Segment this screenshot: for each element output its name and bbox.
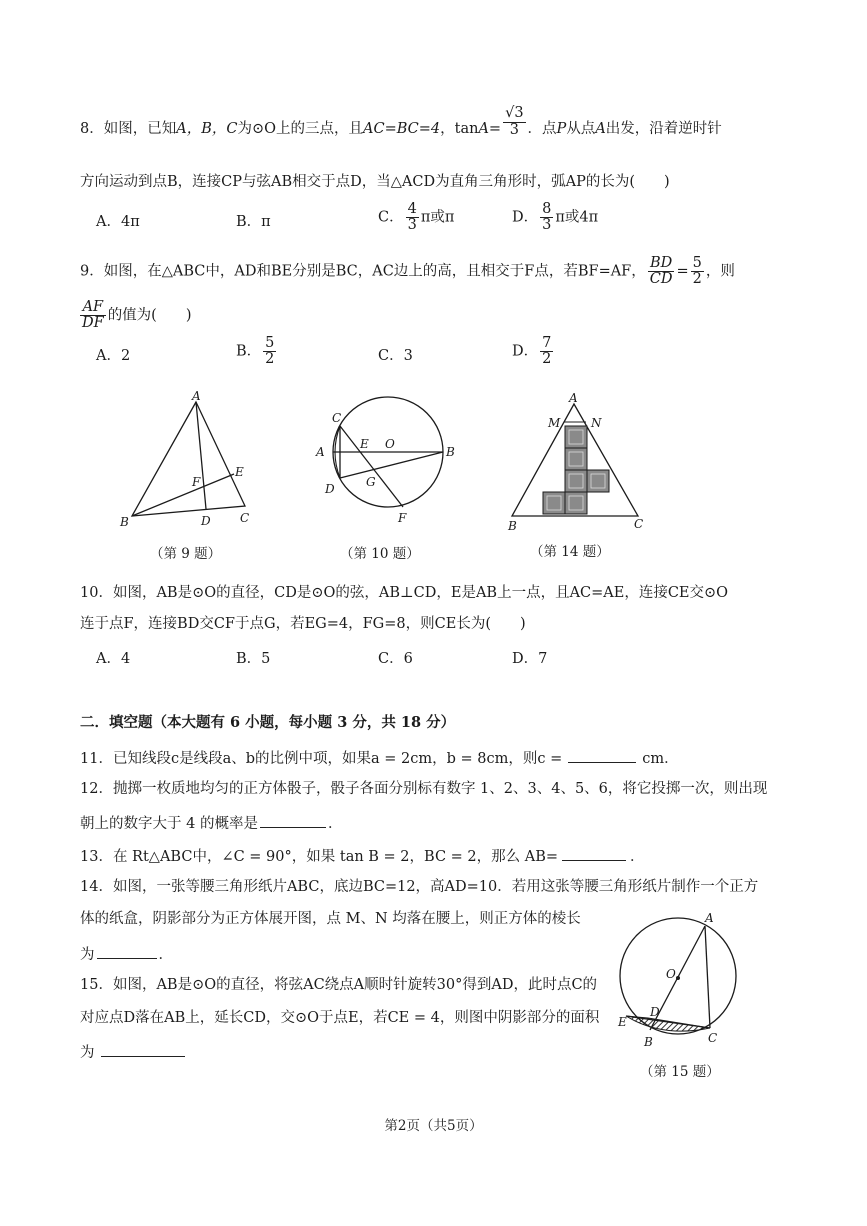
q12-text: 朝上的数字大于 4 的概率是 <box>80 816 258 832</box>
frac-den: 3 <box>407 217 417 234</box>
fig10-label-f: F <box>398 511 407 525</box>
figure-9 <box>110 388 270 533</box>
frac-num: 5 <box>692 255 702 271</box>
q8-option-d[interactable] <box>512 202 598 233</box>
figure-15 <box>612 908 742 1053</box>
fig10-label-o: O <box>385 437 395 451</box>
page-number: 第2页（共5页） <box>384 1118 483 1134</box>
fig14-label-m: M <box>548 416 561 430</box>
q9-option-c[interactable]: C．3 <box>378 348 413 364</box>
fig15-label-o: O <box>666 967 676 981</box>
q8-frac-den: 3 <box>509 121 519 138</box>
fig10-label-g: G <box>366 475 376 489</box>
q9-value-frac <box>691 256 704 287</box>
q8-eq: = <box>488 121 502 137</box>
fig10-label-d: D <box>325 482 335 496</box>
frac-den: DF <box>82 315 104 332</box>
fig15-label-b: B <box>644 1035 653 1049</box>
q14-line2: 体的纸盒，阴影部分为正方体展开图，点 M、N 均落在腰上，则正方体的棱长 <box>80 911 581 927</box>
q14-line3 <box>80 942 173 965</box>
q10-option-a[interactable]: A．4 <box>96 651 131 667</box>
q9-optb-frac <box>263 336 276 367</box>
fig15-caption: （第 15 题） <box>640 1064 720 1080</box>
q8-tan: ，tan <box>440 121 479 137</box>
q11-unit: cm． <box>642 751 679 767</box>
figure-10 <box>310 390 470 530</box>
q8-fraction <box>503 106 525 137</box>
fig10-label-a: A <box>316 445 325 459</box>
fig14-label-a: A <box>569 391 578 405</box>
q9-line2 <box>80 300 192 331</box>
q8-line2: 方向运动到点B，连接CP与弦AB相交于点D，当△ACD为直角三角形时，弧AP的长为( ) <box>80 174 670 190</box>
q13-period: ． <box>630 849 645 865</box>
q9-option-d[interactable] <box>512 336 555 367</box>
q9-bd-cd-frac <box>648 256 675 287</box>
fig10-label-c: C <box>332 411 342 425</box>
q8-text: ．点 <box>527 121 557 137</box>
q10-option-b[interactable]: B．5 <box>236 651 271 667</box>
q9-text: ，则 <box>705 263 735 280</box>
frac-num: 8 <box>542 201 552 217</box>
option-letter: D． <box>512 209 539 226</box>
q14-line1: 14．如图，一张等腰三角形纸片ABC，底边BC=12，高AD=10．若用这张等腰三角形纸片制作一个正方 <box>80 879 759 895</box>
frac-num: AF <box>80 300 106 316</box>
q12-period: ． <box>327 816 343 832</box>
frac-den: 2 <box>265 351 275 368</box>
fig10-label-e: E <box>360 437 369 451</box>
q10-line1: 10．如图，AB是⊙O的直径，CD是⊙O的弦，AB⊥CD，E是AB上一点，且AC=AE，连接CE交⊙O <box>80 585 729 601</box>
q8-optd-frac <box>540 202 553 233</box>
fig9-label-c: C <box>240 511 250 525</box>
q14-answer-blank[interactable] <box>97 942 157 959</box>
q10-option-c[interactable]: C．6 <box>378 651 413 667</box>
q8-option-b[interactable]: B．π <box>236 214 271 230</box>
q15-line2: 对应点D落在AB上，延长CD，交⊙O于点E，若CE = 4，则图中阴影部分的面积 <box>80 1010 600 1026</box>
fig15-label-a: A <box>705 911 714 925</box>
q8-point-a: A <box>595 121 606 137</box>
option-letter: B． <box>236 343 262 360</box>
fig14-cube-net <box>543 426 609 514</box>
fig14-label-n: N <box>591 416 602 430</box>
frac-den: 2 <box>542 351 552 368</box>
q9-eq: = <box>676 263 689 280</box>
frac-num: 5 <box>265 335 275 351</box>
frac-den: 2 <box>692 271 702 288</box>
q15-line1: 15．如图，AB是⊙O的直径，将弦AC绕点A顺时针旋转30°得到AD，此时点C的 <box>80 977 598 993</box>
fig14-label-c: C <box>634 517 644 531</box>
option-letter: C． <box>378 209 404 226</box>
q13-text: 13．在 Rt△ABC中，∠C = 90°，如果 tan B = 2，BC = 2，那么 AB= <box>80 849 559 865</box>
q11-text: 11．已知线段c是线段a、b的比例中项，如果a = 2cm，b = 8cm，则c = <box>80 751 563 767</box>
q8-option-c[interactable] <box>378 202 454 233</box>
fig9-label-e: E <box>235 465 244 479</box>
option-text: π或4π <box>555 209 599 226</box>
q8-text: 为⊙O上的三点，且 <box>237 121 364 137</box>
option-letter: D． <box>512 343 539 360</box>
fig15-label-c: C <box>708 1031 718 1045</box>
section-title: 二．填空题（本大题有 6 小题，每小题 3 分，共 18 分） <box>80 714 456 731</box>
q15-text: 为 <box>80 1045 95 1061</box>
fig14-label-b: B <box>508 519 517 533</box>
frac-num: 7 <box>542 335 552 351</box>
figure-14 <box>500 388 660 533</box>
q15-answer-blank[interactable] <box>101 1040 185 1057</box>
fig9-label-a: A <box>192 389 201 403</box>
fig9-label-b: B <box>120 515 129 529</box>
q12-answer-blank[interactable] <box>260 811 326 828</box>
frac-den: CD <box>649 271 673 288</box>
q12-line2 <box>80 811 342 834</box>
q9-optd-frac <box>540 336 553 367</box>
q8-angle: A <box>478 121 489 137</box>
fig9-label-d: D <box>201 514 211 528</box>
q9-option-b[interactable] <box>236 336 278 367</box>
fig10-label-b: B <box>446 445 455 459</box>
q8-text: 出发，沿着逆时针 <box>605 121 722 137</box>
q14-text: 为 <box>80 947 95 963</box>
q11-line <box>80 746 679 769</box>
q8-line1 <box>80 105 722 139</box>
q15-line3 <box>80 1040 185 1063</box>
q8-frac-num: √3 <box>505 105 524 122</box>
q9-text: 9．如图，在△ABC中，AD和BE分别是BC，AC边上的高，且相交于F点，若BF=AF， <box>80 263 646 280</box>
q8-text: 从点 <box>566 121 596 137</box>
q10-line2: 连于点F，连接BD交CF于点G，若EG=4，FG=8，则CE长为( ) <box>80 616 526 632</box>
frac-num: 4 <box>407 201 417 217</box>
fig15-label-d: D <box>650 1005 660 1019</box>
q8-text: 8．如图，已知 <box>80 121 177 137</box>
q8-points: A，B，C <box>176 121 238 137</box>
q9-line1 <box>80 256 735 287</box>
fig9-caption: （第 9 题） <box>150 546 222 562</box>
q11-answer-blank[interactable] <box>568 746 636 763</box>
q8-point-p: P <box>556 121 567 137</box>
fig15-label-e: E <box>618 1015 627 1029</box>
q13-line <box>80 844 645 867</box>
q9-af-df-frac <box>80 300 106 331</box>
q8-optc-frac <box>406 202 419 233</box>
frac-num: BD <box>648 256 675 272</box>
q13-answer-blank[interactable] <box>562 844 626 861</box>
q12-line1: 12．抛掷一枚质地均匀的正方体骰子，骰子各面分别标有数字 1、2、3、4、5、6，将它投掷一次，则出现 <box>80 781 768 797</box>
frac-den: 3 <box>542 217 552 234</box>
q8-option-a[interactable]: A．4π <box>96 214 140 230</box>
q9-text: 的值为( ) <box>107 307 192 324</box>
fig9-label-f: F <box>192 475 201 489</box>
q8-condition: AC=BC=4 <box>363 121 441 137</box>
option-text: π或π <box>420 209 455 226</box>
q10-option-d[interactable]: D．7 <box>512 651 548 667</box>
fig10-caption: （第 10 题） <box>340 546 420 562</box>
q9-option-a[interactable]: A．2 <box>96 348 131 364</box>
q14-period: ． <box>158 947 173 963</box>
fig14-caption: （第 14 题） <box>530 544 610 560</box>
